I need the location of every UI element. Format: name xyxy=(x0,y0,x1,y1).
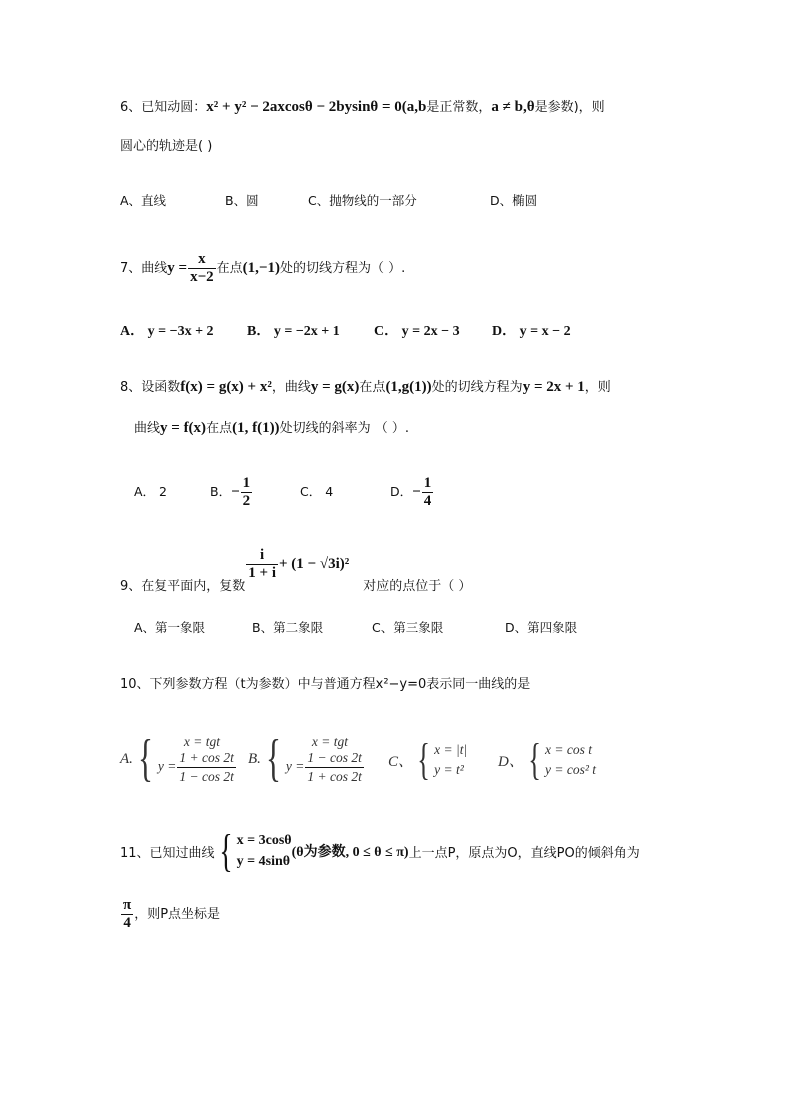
q8-fpt: (1, f(1)) xyxy=(232,420,280,436)
q8-line2 xyxy=(134,421,409,436)
q9-den: 1 + i xyxy=(248,565,276,581)
q9-fraction xyxy=(246,548,278,581)
q8-option-d-label: D． xyxy=(390,484,413,499)
q11-line2 xyxy=(120,898,220,931)
q8-option-d xyxy=(390,476,434,509)
q6-equation: x² + y² − 2axcosθ − 2bysinθ = 0(a,b xyxy=(206,99,427,115)
q9-option-c: C、第三象限 xyxy=(372,620,444,635)
q7-point: (1,−1) xyxy=(242,260,280,276)
q6-option-d: D、椭圆 xyxy=(490,193,538,208)
q10-a-num: 1 + cos 2t xyxy=(177,750,235,768)
q6-mid: 是正常数， xyxy=(426,100,492,115)
q6-number: 6、已知动圆： xyxy=(120,100,207,115)
q10-c-x: x = |t| xyxy=(434,742,468,757)
q9-num: i xyxy=(246,548,278,565)
q11-line xyxy=(120,825,640,876)
q10-b-y: y = xyxy=(285,758,305,774)
q10-a-x: x = tgt xyxy=(183,733,220,749)
q8-option-b-label: B． xyxy=(210,484,232,499)
q7-mid: 在点 xyxy=(216,261,243,276)
q8-pt: (1,g(1)) xyxy=(385,379,432,395)
q11-post: 上一点P，原点为O，直线PO的倾斜角为 xyxy=(408,845,640,861)
q10-b-x: x = tgt xyxy=(311,733,348,749)
q11-den: 4 xyxy=(123,915,131,931)
q11-y: y = 4sinθ xyxy=(236,854,291,869)
q10-b-frac xyxy=(305,750,363,785)
q11-cond: (θ为参数, 0 ≤ θ ≤ π) xyxy=(291,845,409,860)
q10-d-x: x = cos t xyxy=(544,742,592,757)
q7-line xyxy=(120,252,405,285)
q9-option-d: D、第四象限 xyxy=(505,620,578,635)
q10-b-rows xyxy=(286,734,365,785)
q8-option-b-den: 2 xyxy=(242,493,251,509)
q8-l2pre: 曲线 xyxy=(134,421,161,436)
q9-pre: 9、在复平面内，复数 xyxy=(120,579,246,594)
q6-tail: 是参数)，则 xyxy=(534,100,605,115)
q7-ylhs: y = xyxy=(167,260,188,276)
q7-option-d: D． y = x − 2 xyxy=(492,324,571,339)
q9-line xyxy=(120,548,471,593)
q8-tangent: y = 2x + 1 xyxy=(522,379,585,395)
q10-option-c xyxy=(388,735,468,784)
q8-option-a: A． 2 xyxy=(134,484,167,499)
q6-line2: 圆心的轨迹是( ) xyxy=(120,139,213,154)
q10-a-label: A. xyxy=(120,750,133,767)
q7-num: x xyxy=(188,252,216,269)
q8-option-d-frac xyxy=(422,476,434,509)
q7-option-c: C． y = 2x − 3 xyxy=(374,324,460,339)
q10-d-y: y = cos² t xyxy=(544,762,596,777)
q8-fy: y = f(x) xyxy=(160,420,207,436)
q10-option-a xyxy=(120,730,237,787)
q10-a-den: 1 − cos 2t xyxy=(179,768,234,784)
q11-line2-text: ，则P点坐标是 xyxy=(134,907,221,922)
q7-den: x−2 xyxy=(190,269,214,285)
q10-c-brace: { xyxy=(417,735,430,784)
q10-option-d xyxy=(498,735,596,784)
q10-d-brace: { xyxy=(528,735,541,784)
q9-plus: + (1 − √3i)² xyxy=(279,556,350,572)
q10-a-brace: { xyxy=(137,730,153,787)
q7-option-b: B． y = −2x + 1 xyxy=(247,324,340,339)
q10-c-label: C、 xyxy=(388,753,414,770)
q8-g: y = g(x) xyxy=(310,379,360,395)
q6-option-c: C、抛物线的一部分 xyxy=(308,193,417,208)
q10-d-rows xyxy=(545,740,596,780)
q6-line1 xyxy=(120,100,605,115)
q10-option-b xyxy=(248,730,365,787)
q8-end: ，则 xyxy=(584,380,611,395)
q8-option-b-neg: − xyxy=(231,484,240,500)
q8-mid1: ，曲线 xyxy=(271,380,311,395)
q10-c-rows xyxy=(434,740,467,780)
q11-fraction xyxy=(121,898,133,931)
q10-a-y-row xyxy=(158,750,237,785)
q8-option-b xyxy=(210,476,253,509)
q10-line: 10、下列参数方程（t为参数）中与普通方程x²−y=0表示同一曲线的是 xyxy=(120,677,531,692)
q7-fraction xyxy=(188,252,216,285)
q10-b-den: 1 + cos 2t xyxy=(307,768,362,784)
q8-option-b-frac xyxy=(241,476,253,509)
q8-option-b-num: 1 xyxy=(242,475,251,491)
q9-option-b: B、第二象限 xyxy=(252,620,324,635)
q8-l2post: 处切线的斜率为 （ ）. xyxy=(279,421,409,436)
q11-brace: { xyxy=(218,825,233,876)
q8-f: f(x) = g(x) + x² xyxy=(180,379,272,395)
q10-c-y: y = t² xyxy=(434,762,464,777)
q8-option-d-num: 1 xyxy=(423,475,432,491)
q9-post: 对应的点位于（ ） xyxy=(363,579,472,594)
q8-option-d-den: 4 xyxy=(423,493,432,509)
q11-pre: 11、已知过曲线 xyxy=(120,845,215,861)
q8-line1 xyxy=(120,380,611,395)
q11-rows xyxy=(237,830,292,872)
q6-option-a: A、直线 xyxy=(120,193,167,208)
q7-option-a: A． y = −3x + 2 xyxy=(120,324,214,339)
q11-num: π xyxy=(123,897,132,913)
q10-d-label: D、 xyxy=(498,753,524,770)
q10-a-frac xyxy=(177,750,235,785)
q10-a-rows xyxy=(158,734,237,785)
q8-l2mid: 在点 xyxy=(206,421,233,436)
q10-b-label: B. xyxy=(248,750,261,767)
q6-cond: a ≠ b,θ xyxy=(491,99,535,115)
q8-pre: 8、设函数 xyxy=(120,380,181,395)
q10-a-y: y = xyxy=(157,758,177,774)
q6-option-b: B、圆 xyxy=(225,193,259,208)
q9-option-a: A、第一象限 xyxy=(134,620,206,635)
q11-x: x = 3cosθ xyxy=(236,833,292,848)
q8-option-d-neg: − xyxy=(412,484,421,500)
q8-option-c: C． 4 xyxy=(300,484,334,499)
q7-pre: 7、曲线 xyxy=(120,261,168,276)
q10-b-brace: { xyxy=(265,730,281,787)
q7-post: 处的切线方程为（ ）. xyxy=(279,261,406,276)
q8-mid2: 在点 xyxy=(359,380,386,395)
q10-b-num: 1 − cos 2t xyxy=(305,750,363,768)
q10-b-y-row xyxy=(286,750,365,785)
q8-mid3: 处的切线方程为 xyxy=(431,380,523,395)
